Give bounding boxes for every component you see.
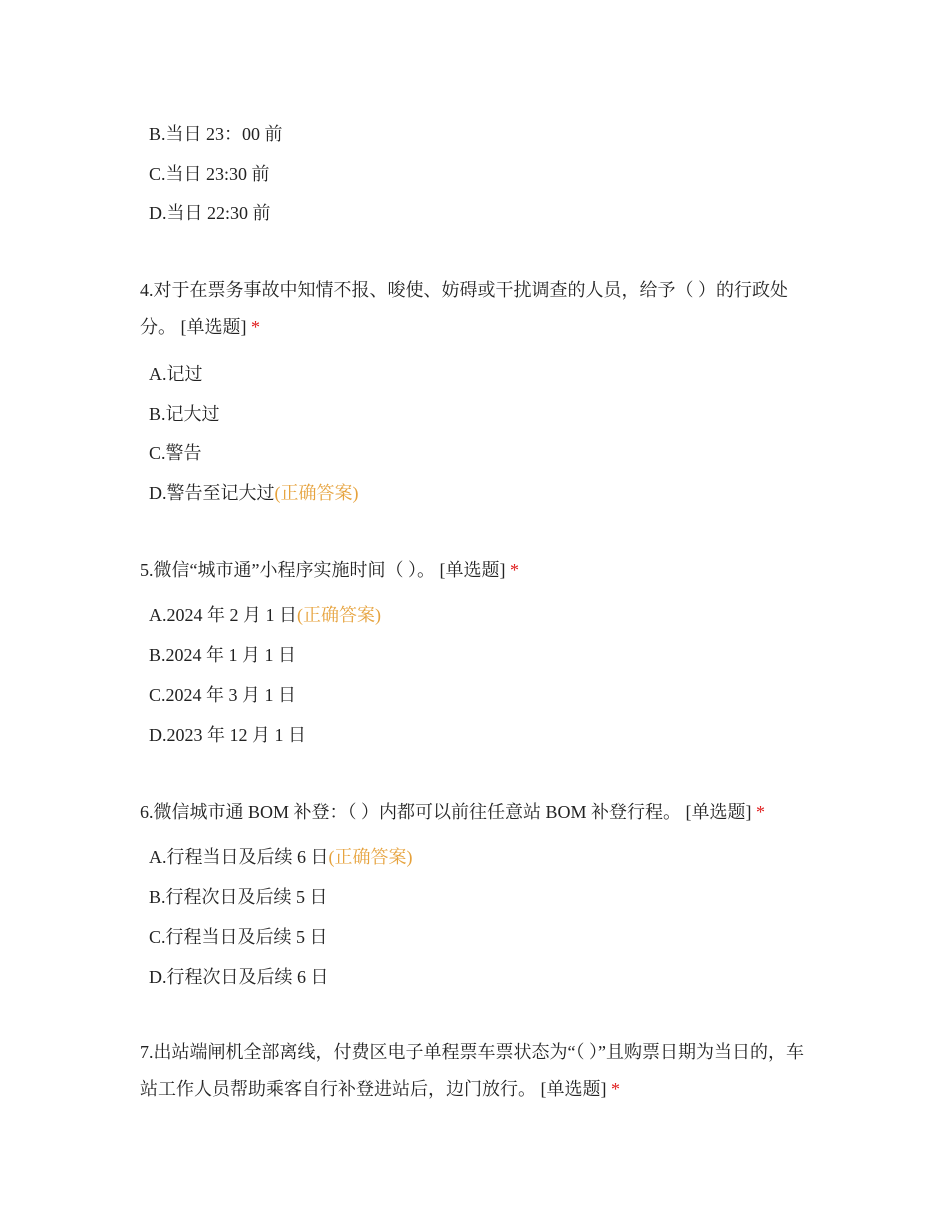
correct-answer-label: (正确答案): [328, 847, 413, 867]
q4-option-c[interactable]: [149, 441, 202, 465]
question-type-tag: [单选题]: [180, 317, 247, 337]
q4-option-d[interactable]: [149, 481, 359, 505]
correct-answer-label: (正确答案): [297, 605, 381, 625]
option-label: C.2024 年 3 月 1 日: [149, 685, 297, 705]
option-label: C.行程当日及后续 5 日: [149, 927, 328, 947]
question-text: 7.出站端闸机全部离线，付费区电子单程票车票状态为“（ ）”且购票日期为当日的，车站工作人员帮助乘客自行补登进站后，边门放行。: [140, 1042, 804, 1099]
q4-option-b[interactable]: [149, 402, 220, 426]
option-label: A.记过: [149, 364, 203, 384]
question-type-tag: [单选题]: [685, 802, 752, 822]
q5-option-c[interactable]: [149, 683, 296, 707]
option-label: C.警告: [149, 443, 202, 463]
q3-option-b[interactable]: [149, 122, 283, 146]
q6-option-c[interactable]: [149, 925, 328, 949]
option-label: D.2023 年 12 月 1 日: [149, 725, 306, 745]
option-label: D.警告至记大过: [149, 483, 275, 503]
option-label: B.当日 23：00 前: [149, 124, 283, 144]
correct-answer-label: (正确答案): [274, 483, 359, 503]
q6-option-b[interactable]: [149, 885, 328, 909]
question-text: 5.微信“城市通”小程序实施时间（ ）。: [140, 560, 435, 580]
required-marker: *: [756, 802, 766, 822]
option-label: D.行程次日及后续 6 日: [149, 967, 329, 987]
option-label: B.2024 年 1 月 1 日: [149, 645, 297, 665]
option-label: B.行程次日及后续 5 日: [149, 887, 328, 907]
required-marker: *: [611, 1079, 620, 1099]
q6-option-d[interactable]: [149, 965, 329, 989]
required-marker: *: [251, 317, 260, 337]
q7-question: [140, 1034, 820, 1108]
question-text: 6.微信城市通 BOM 补登：（ ）内都可以前往任意站 BOM 补登行程。: [140, 802, 682, 822]
question-type-tag: [单选题]: [540, 1079, 607, 1099]
q3-option-c[interactable]: [149, 162, 270, 186]
option-label: C.当日 23:30 前: [149, 164, 270, 184]
question-type-tag: [单选题]: [439, 560, 506, 580]
q4-question: [140, 272, 820, 346]
option-label: A.2024 年 2 月 1 日: [149, 605, 297, 625]
q6-option-a[interactable]: [149, 845, 413, 869]
required-marker: *: [509, 560, 519, 580]
question-text: 4.对于在票务事故中知情不报、唆使、妨碍或干扰调查的人员，给予（ ）的行政处分。: [140, 280, 788, 337]
q4-option-a[interactable]: [149, 362, 203, 386]
q3-option-d[interactable]: [149, 201, 271, 225]
option-label: A.行程当日及后续 6 日: [149, 847, 329, 867]
q5-question: [140, 558, 820, 582]
q5-option-d[interactable]: [149, 723, 306, 747]
q5-option-a[interactable]: [149, 603, 381, 627]
option-label: B.记大过: [149, 404, 220, 424]
option-label: D.当日 22:30 前: [149, 203, 271, 223]
q5-option-b[interactable]: [149, 643, 296, 667]
q6-question: [140, 800, 820, 824]
